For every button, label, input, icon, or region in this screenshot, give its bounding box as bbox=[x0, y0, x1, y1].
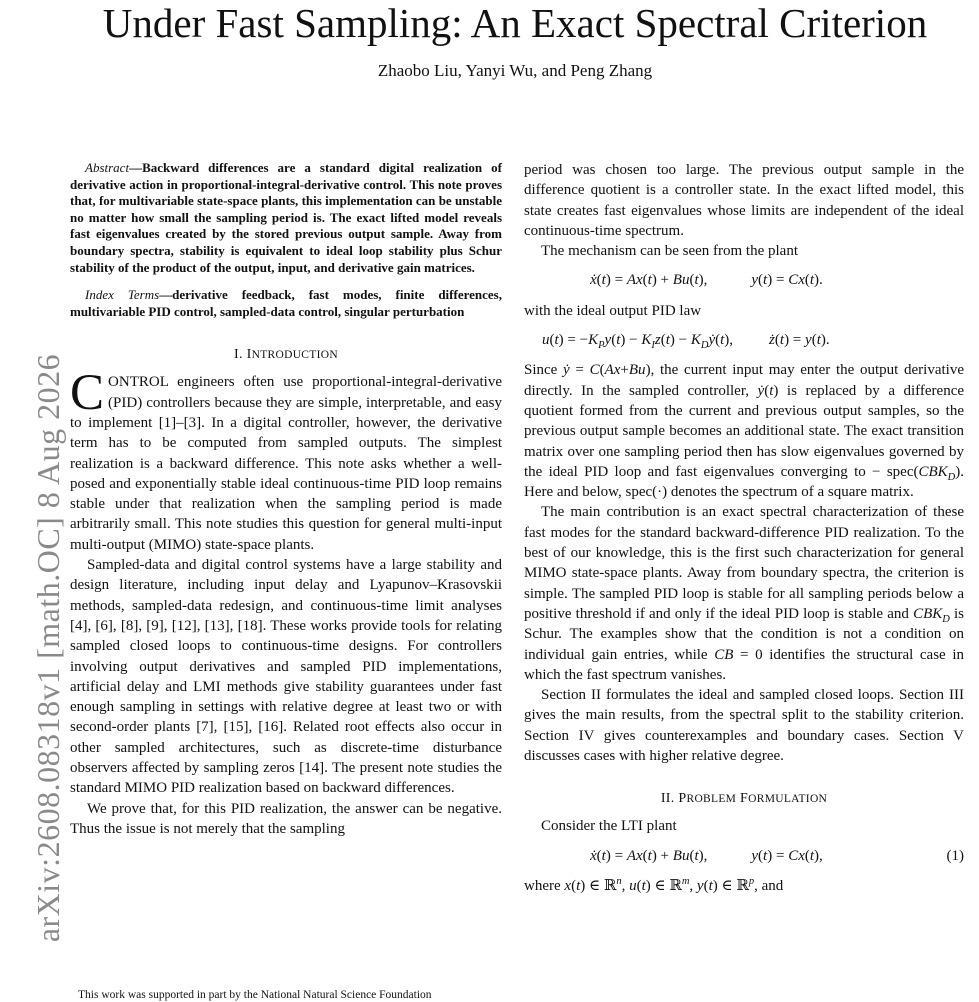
equation-plant: ẋ(t) = Ax(t) + Bu(t), y(t) = Cx(t). bbox=[590, 272, 823, 289]
right-paragraph-7: Consider the LTI plant bbox=[541, 818, 677, 835]
intro-paragraph-1 bbox=[70, 365, 502, 555]
abstract bbox=[70, 160, 502, 276]
right-paragraph-4: Since ẏ = C(Ax+Bu), the current input may enter the output derivative directly. In the sampled controller, ẏ(t) is replaced by a difference quotient formed from the current and previous output samples, so the previous output sample becomes an additional state. The exact transition matrix over one sampling period then has slow eigenvalues governed by the ideal PID loop and fast eigenvalues converging to − $spec(CBK_D)$. Here and below, spec(·) denotes the spectrum of a square matrix. bbox=[524, 362, 965, 501]
section-heading-introduction bbox=[70, 346, 502, 364]
paper-title: Under Fast Sampling: An Exact Spectral Criterion bbox=[102, 0, 928, 46]
index-terms-label: Index Terms bbox=[85, 287, 160, 303]
arxiv-stamp: arXiv:2608.08318v1 [math.OC] 8 Aug 2026 bbox=[30, 353, 66, 943]
abstract-label: Abstract bbox=[85, 160, 130, 175]
section-numeral: I. bbox=[234, 347, 243, 363]
right-paragraph-3: with the ideal output PID law bbox=[524, 302, 702, 319]
section-heading-problem-formulation: II. PROBLEM FORMULATION bbox=[660, 791, 828, 807]
index-terms-dash: — bbox=[159, 287, 173, 303]
paper-authors: Zhaobo Liu, Yanyi Wu, and Peng Zhang bbox=[377, 61, 653, 80]
right-paragraph-8: where x(t) ∈ ℝ$^n$, u(t) ∈ ℝ$^m$, y(t) ∈ ℝ$^p$, and bbox=[524, 875, 784, 894]
equation-pid-law: $u(t) = -K_Py(t) - K_Iz(t)$ − $K_Dẏ(t)$, ż(t) = y(t). bbox=[542, 332, 830, 352]
drop-cap: C bbox=[70, 365, 105, 422]
equation-number: (1) bbox=[946, 847, 964, 864]
equation-1: ẋ(t) = Ax(t) + Bu(t), y(t) = Cx(t), (1) bbox=[524, 846, 964, 866]
index-terms-text: derivative feedback, fast modes, finite differences, multivariable PID control, sampled-data control, singular perturbation bbox=[70, 287, 502, 319]
intro-paragraph-3: We prove that, for this PID realization, the answer can be negative. Thus the issue is not merely that the sampling bbox=[70, 800, 502, 837]
right-paragraph-1: period was chosen too large. The previous output sample in the difference quotient is a controller state. In the exact lifted model, this state creates fast eigenvalues whose limits are independent of the ideal continuous-time spectrum. bbox=[524, 162, 964, 239]
footnote: This work was supported in part by the National Natural Science Foundation bbox=[78, 989, 432, 1001]
intro-paragraph-2: Sampled-data and digital control systems have a large stability and design literature, including input delay and Lyapunov–Krasovskii methods, sampled-data redesign, and continuous-time limit analyses [4], [6], [8], [9], [12], [13], [18]. These works provide tools for relating sampled closed loops to continuous-time designs. For controllers involving output derivatives and sampled PID implementations, artificial delay and LMI methods give stability guarantees under fast enough sampling in settings with relative degree at least two or with second-order plants [7], [15], [16]. Related root effects also occur in other sampled architectures, such as discrete-time disturbance observers affected by sampling zeros [14]. The present note studies the standard MIMO PID realization based on backward differences. bbox=[70, 557, 502, 797]
right-column bbox=[524, 160, 964, 896]
abstract-dash: — bbox=[129, 160, 143, 175]
abstract-text: Backward differences are a standard digital realization of derivative action in proportional-integral-derivative control. This note proves that, for multivariable state-space plants, this implementation can be unstable no matter how small the sampling period is. The exact lifted model reveals fast eigenvalues created by the stored previous output sample. Away from boundary spectra, stability is equivalent to ideal loop stability plus Schur stability of the product of the output, input, and derivative gain matrices. bbox=[70, 160, 502, 275]
right-paragraph-2: The mechanism can be seen from the plant bbox=[541, 243, 798, 260]
intro-paragraph-1-text: ONTROL engineers often use proportional-integral-derivative (PID) controllers because they are simple, interpretable, and easy to implement [1]–[3]. In a digital controller, however, the derivative term has to be computed from sampled outputs. The simplest realization is a backward difference. This note asks whether a well-posed and exponentially stable ideal continuous-time PID loop remains stable under that realization when the sampling period is made arbitrarily small. This note studies this question for general multi-input multi-output (MIMO) state-space plants. bbox=[70, 374, 502, 553]
index-terms bbox=[70, 287, 502, 320]
right-paragraph-5: The main contribution is an exact spectral characterization of these fast modes for the standard backward-difference PID realization. To the best of our knowledge, this is the first such characterization for general MIMO state-space plants. Away from boundary spectra, the criterion is simple. The sampled PID loop is stable for all sampling periods below a positive threshold if and only if the ideal PID loop is stable and $CBK_D$ is Schur. The examples show that the condition is not a condition on individual gain entries, while CB = 0 identifies the structural case in which the fast spectrum vanishes. bbox=[524, 504, 965, 683]
section-heading-initial: I bbox=[246, 347, 252, 363]
section-heading-rest: NTRODUCTION bbox=[251, 349, 338, 362]
left-column bbox=[70, 160, 502, 839]
right-paragraph-6: Section II formulates the ideal and sampled closed loops. Section III gives the main results, from the spectral split to the stability criterion. Section IV gives counterexamples and boundary cases. Section V discusses cases with higher relative degree. bbox=[524, 687, 964, 765]
